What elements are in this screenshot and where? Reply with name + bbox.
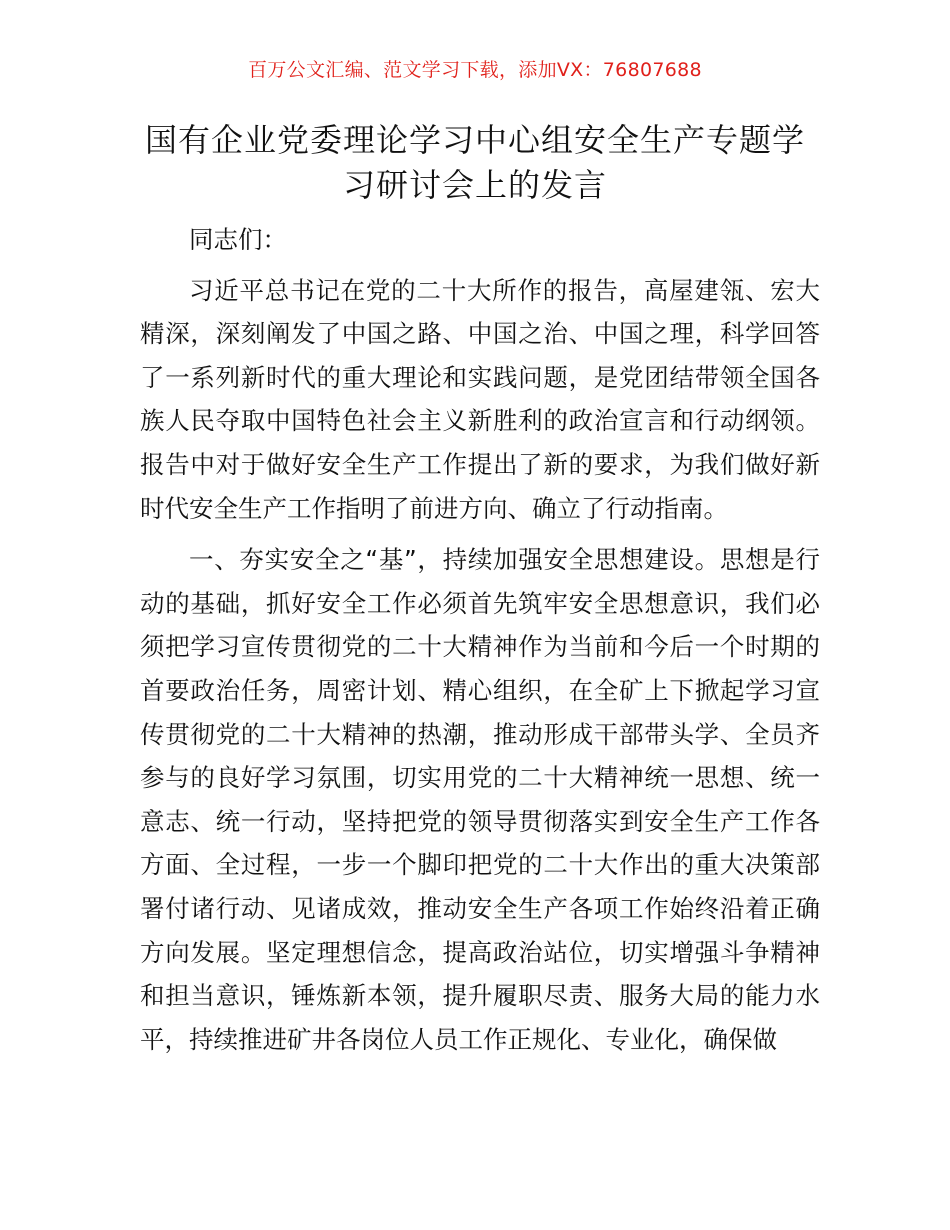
document-body	[140, 218, 820, 1061]
paragraph: 一、夯实安全之“基”，持续加强安全思想建设。思想是行动的基础，抓好安全工作必须首先筑牢安全思想意识，我们必须把学习宣传贯彻党的二十大精神作为当前和今后一个时期的首要政治任务，周密计划、精心组织，在全矿上下掀起学习宣传贯彻党的二十大精神的热潮，推动形成干部带头学、全员齐参与的良好学习氛围，切实用党的二十大精神统一思想、统一意志、统一行动，坚持把党的领导贯彻落实到安全生产工作各方面、全过程，一步一个脚印把党的二十大作出的重大决策部署付诸行动、见诸成效，推动安全生产各项工作始终沿着正确方向发展。坚定理想信念，提高政治站位，切实增强斗争精神和担当意识，锤炼新本领，提升履职尽责、服务大局的能力水平，持续推进矿井各岗位人员工作正规化、专业化，确保做	[140, 545, 820, 1054]
header-banner: 百万公文汇编、范文学习下载，添加VX：76807688	[248, 59, 702, 81]
paragraph: 习近平总书记在党的二十大所作的报告，高屋建瓴、宏大精深，深刻阐发了中国之路、中国之治、中国之理，科学回答了一系列新时代的重大理论和实践问题，是党团结带领全国各族人民夺取中国特色社会主义新胜利的政治宣言和行动纲领。报告中对于做好安全生产工作提出了新的要求，为我们做好新时代安全生产工作指明了前进方向、确立了行动指南。	[140, 275, 820, 523]
salutation: 同志们：	[189, 225, 287, 254]
document-title: 国有企业党委理论学习中心组安全生产专题学习研讨会上的发言	[144, 121, 805, 204]
